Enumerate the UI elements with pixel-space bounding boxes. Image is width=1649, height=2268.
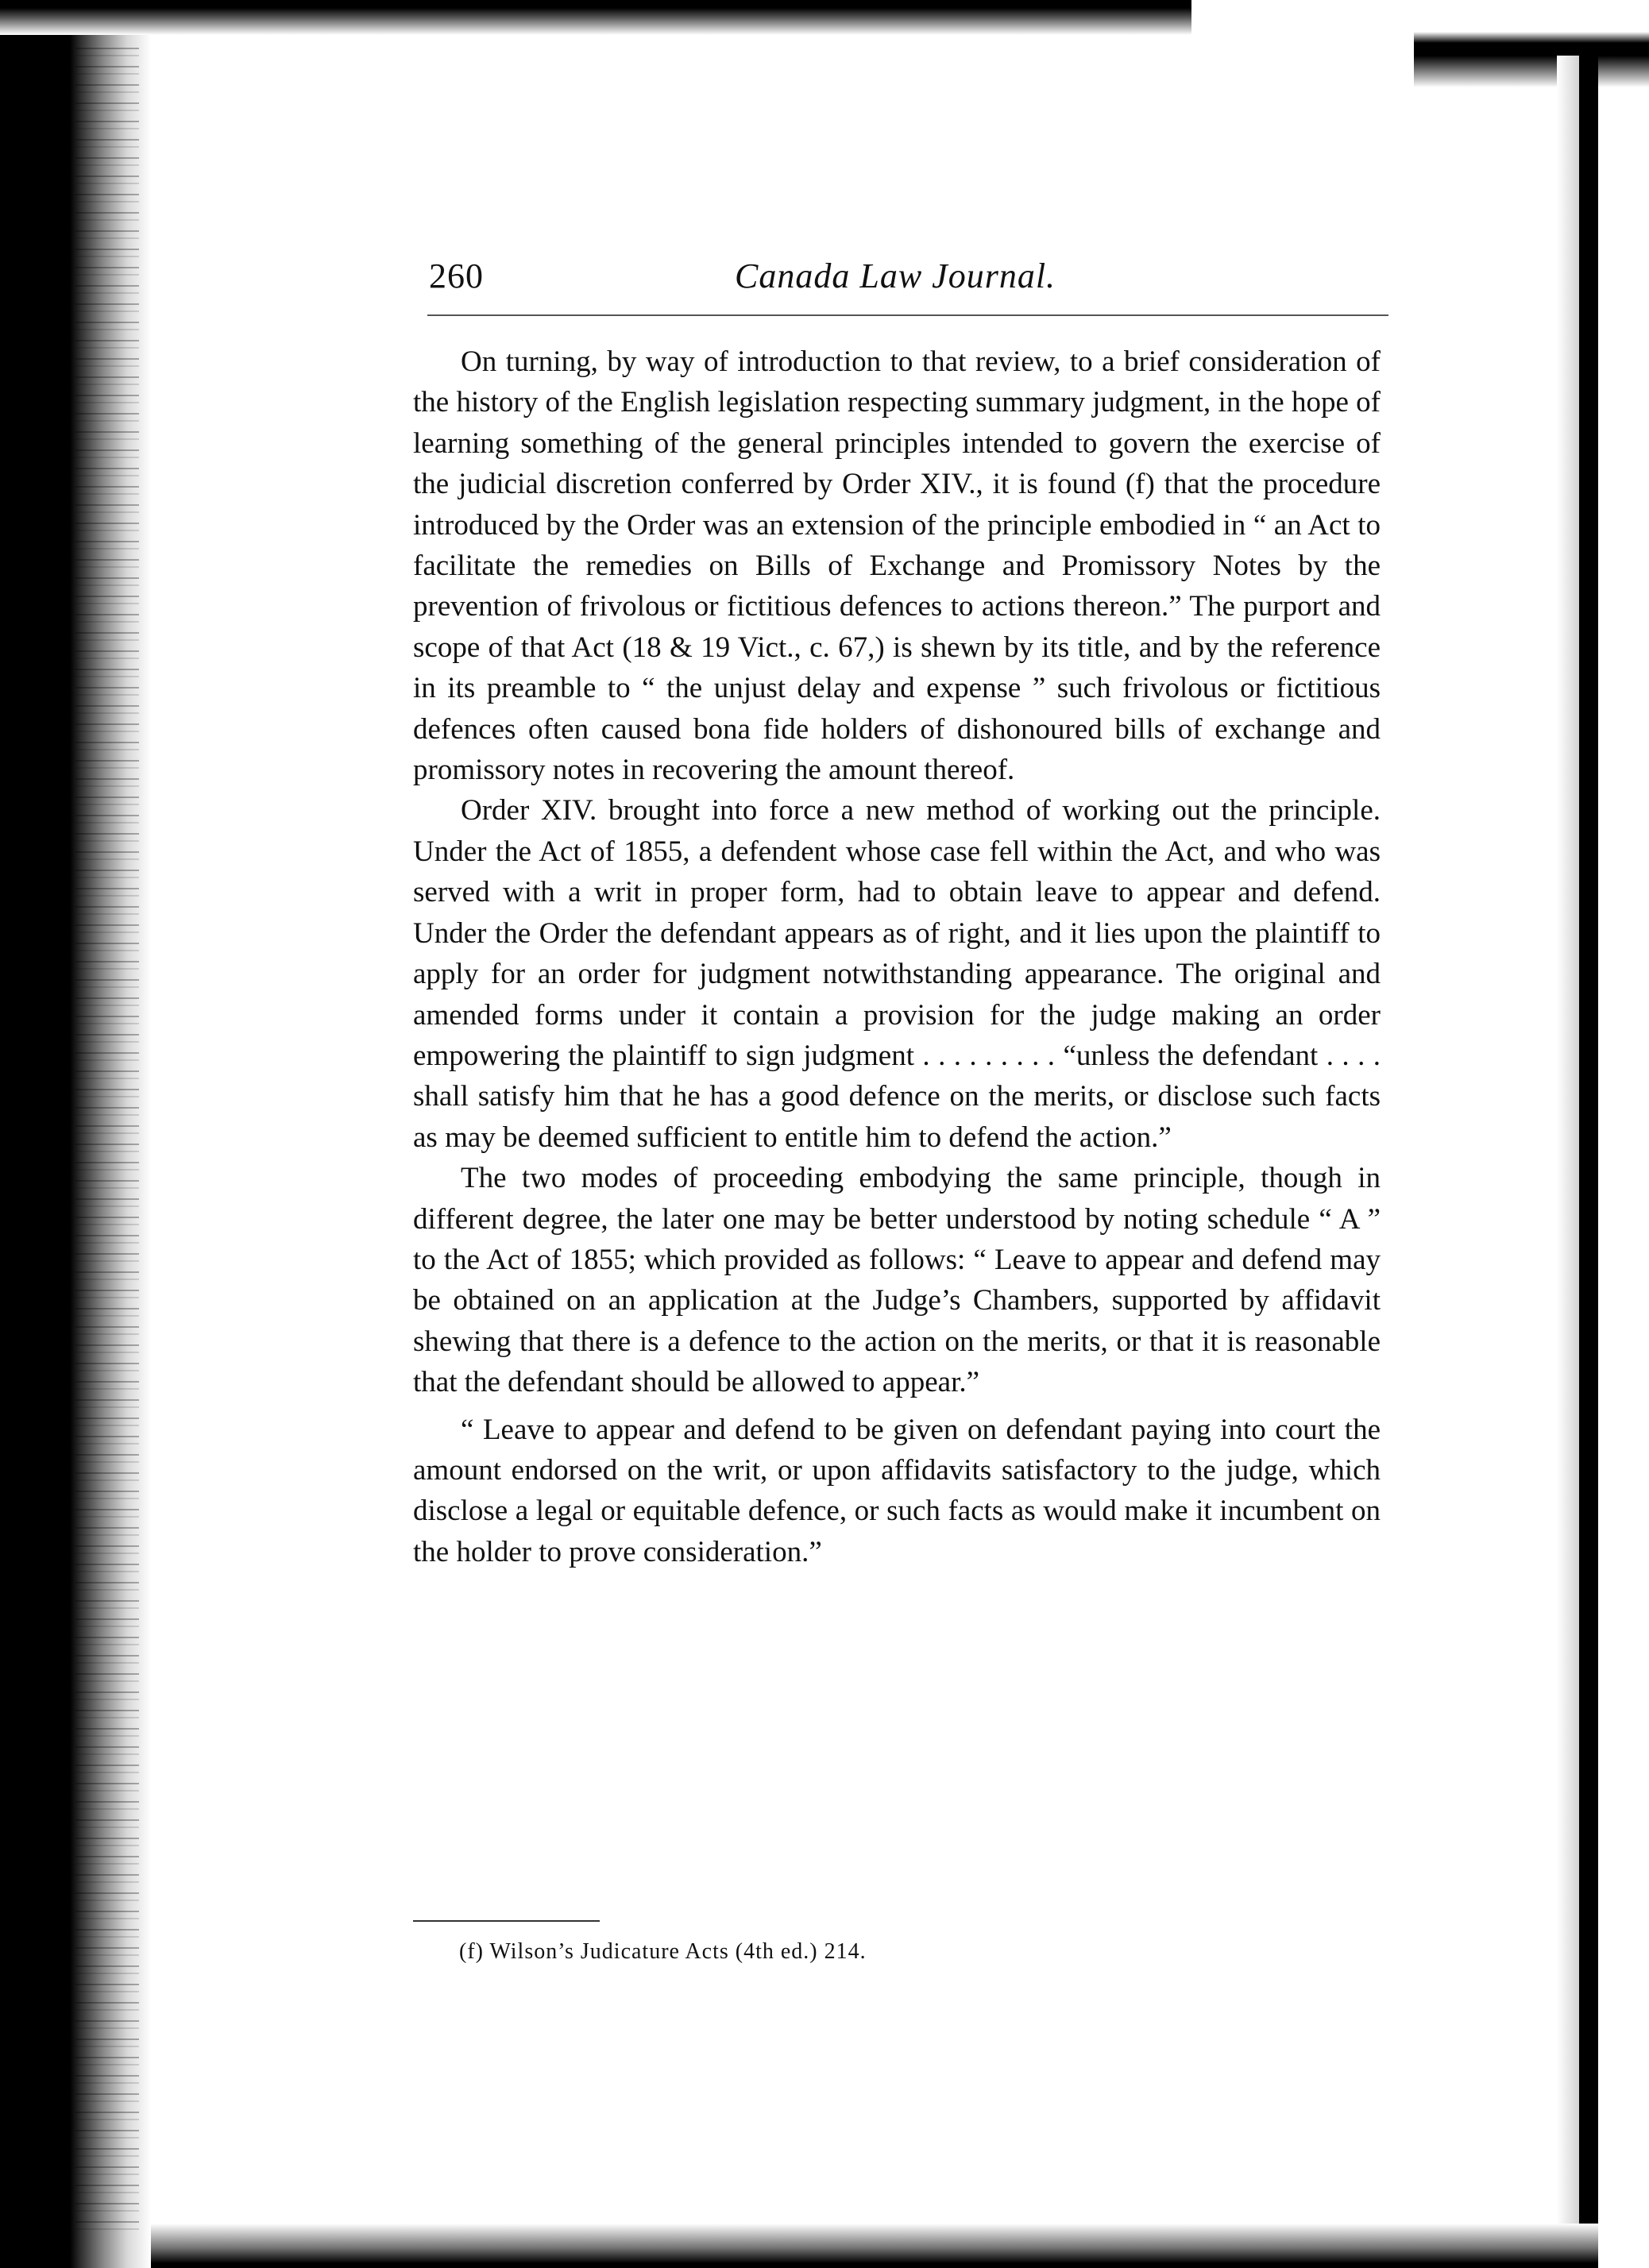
scan-right-edge: [1579, 56, 1598, 2268]
scan-right-fade: [1557, 56, 1581, 2268]
footnote-rule: [413, 1920, 600, 1922]
scan-left-speckle: [75, 48, 139, 2231]
scan-bottom-edge: [151, 2224, 1598, 2268]
running-head: [429, 253, 1390, 300]
footnote: (f) Wilson’s Judicature Acts (4th ed.) 214.: [459, 1939, 867, 1964]
paragraph-3: The two modes of proceeding embodying the same principle, though in different degree, the later one may be better understood by noting schedule “ A ” to the Act of 1855; which provided as follows: “ Leave to appear and defend may be obtained on an application at the Judge’s Chambers, supported by affidavit shewing that there is a defence to the action on the merits, or that it is reasonable that the defendant should be allowed to appear.”: [413, 1162, 1381, 1399]
paragraph-1: On turning, by way of introduction to that review, to a brief consideration of the history of the English legislation respecting summary judgment, in the hope of learning something of the general principles intended to govern the exercise of the judicial discretion conferred by Order XIV., it is found (f) that the procedure introduced by the Order was an extension of the principle embodied in “ an Act to facilitate the remedies on Bills of Exchange and Promissory Notes by the prevention of frivolous or fictitious defences to actions thereon.” The purport and scope of that Act (18 & 19 Vict., c. 67,) is shewn by its title, and by the reference in its preamble to “ the unjust delay and expense ” such frivolous or fictitious defences often caused bona fide holders of dishonoured bills of exchange and promissory notes in recovering the amount thereof.: [413, 345, 1381, 787]
paragraph-4: “ Leave to appear and defend to be given on defendant paying into court the amount endorsed on the writ, or upon affidavits satisfactory to the judge, which disclose a legal or equitable defence, or such facts as would make it incumbent on the holder to prove consideration.”: [413, 1413, 1381, 1568]
scan-top-right-edge: [1414, 32, 1649, 87]
article-body: [413, 341, 1381, 1572]
header-rule: [427, 314, 1388, 316]
page-number: 260: [429, 256, 484, 295]
journal-title: Canada Law Journal.: [735, 256, 1056, 295]
paragraph-2: Order XIV. brought into force a new method of working out the principle. Under the Act of 1855, a defendent whose case fell within the Act, and who was served with a writ in proper form, had to obtain leave to appear and defend. Under the Order the defendant appears as of right, and it lies upon the plaintiff to apply for an order for judgment notwithstanding appearance. The original and amended forms under it contain a provision for the judge making an order empowering the plaintiff to sign judgment . . . . . . . . . “unless the defendant . . . . shall satisfy him that he has a good defence on the merits, or disclose such facts as may be deemed sufficient to entitle him to defend the action.”: [413, 794, 1381, 1154]
scan-top-edge: [0, 0, 1191, 35]
